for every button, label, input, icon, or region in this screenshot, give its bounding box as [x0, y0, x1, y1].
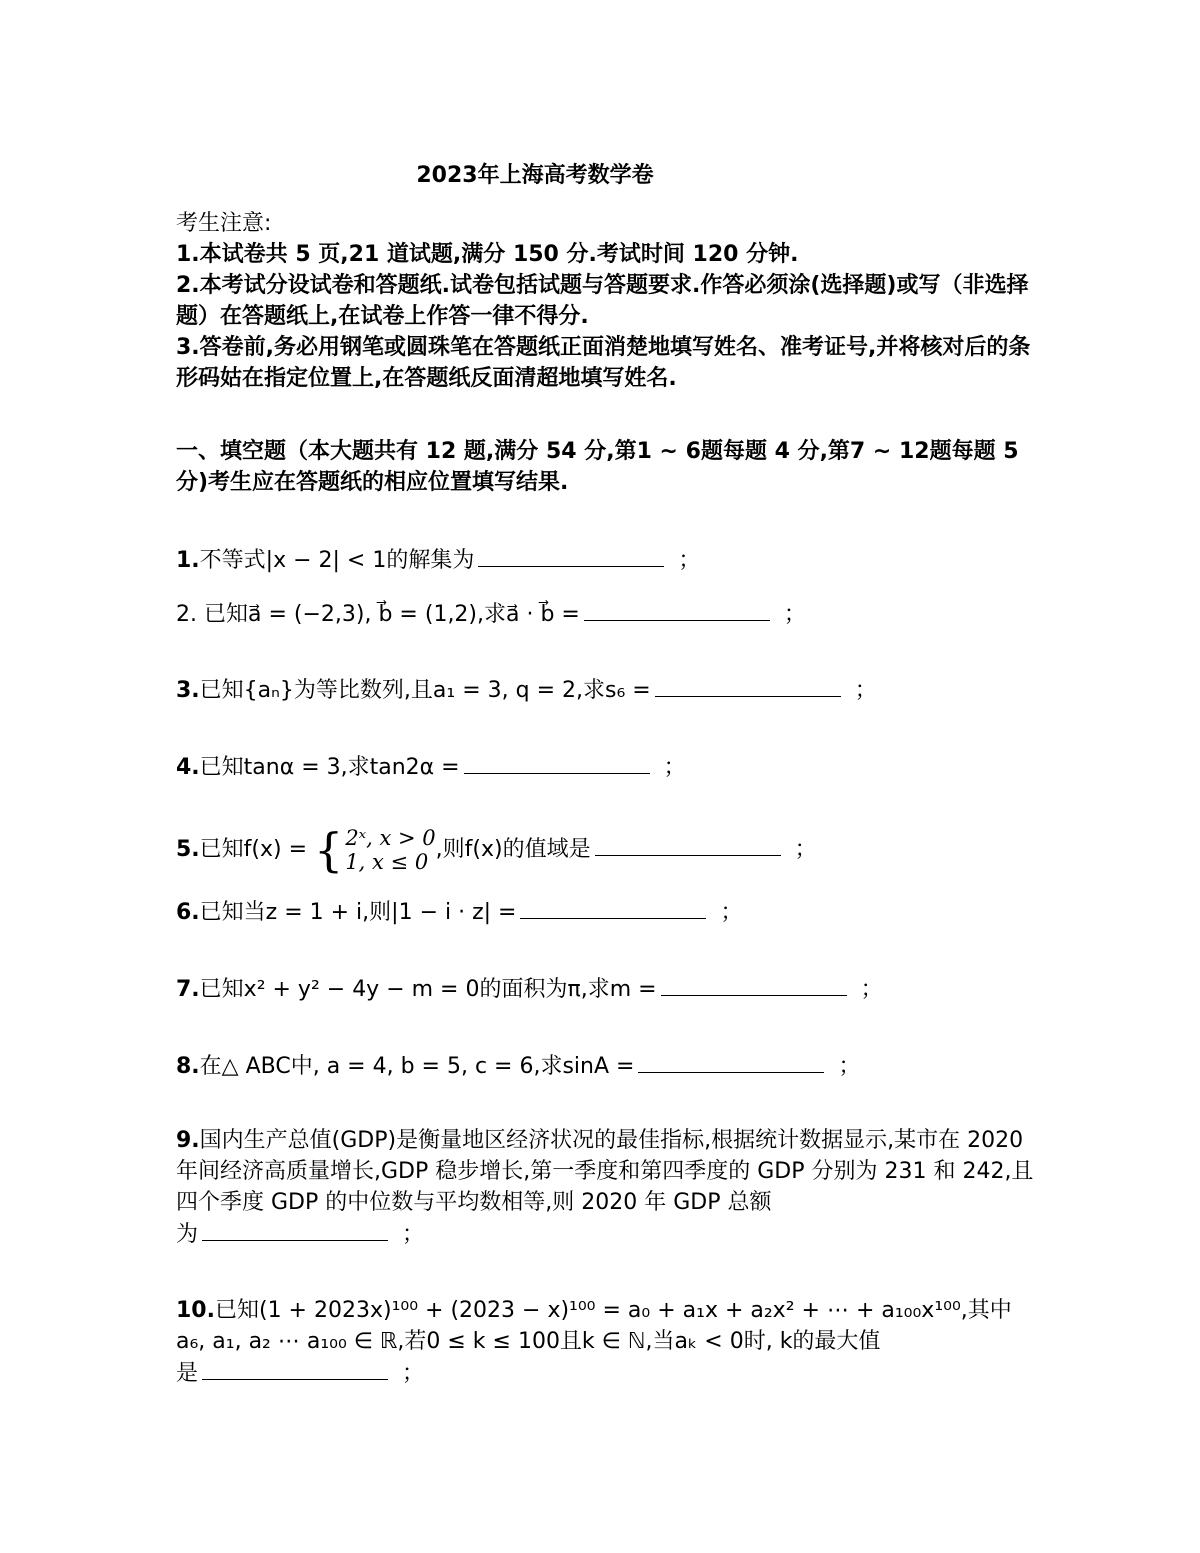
- question-end: ；: [402, 1222, 425, 1247]
- question-6: [176, 896, 743, 928]
- question-end: ；: [838, 1054, 861, 1079]
- case-1: 2ˣ, x > 0: [345, 826, 436, 850]
- question-10-line-2: [176, 1326, 880, 1357]
- question-text: 已知tanα = 3,求tan2α =: [199, 755, 460, 780]
- question-text: 已知a⃗ = (−2,3), b⃗ = (1,2),求a⃗ · b⃗ =: [204, 602, 580, 627]
- question-number: 4.: [176, 755, 200, 780]
- question-text: 已知f(x) =: [199, 837, 308, 862]
- question-number: 10.: [176, 1298, 215, 1323]
- question-number: 6.: [176, 900, 200, 925]
- question-end: ；: [720, 900, 743, 925]
- question-text: 已知x² + y² − 4y − m = 0的面积为π,求m =: [199, 977, 657, 1002]
- question-number: 3.: [176, 678, 200, 703]
- answer-blank[interactable]: [464, 751, 650, 774]
- answer-blank[interactable]: [202, 1218, 388, 1241]
- question-8: [176, 1050, 860, 1082]
- question-number: 7.: [176, 977, 200, 1002]
- answer-blank[interactable]: [202, 1357, 388, 1380]
- question-text-post: ,则f(x)的值域是: [435, 837, 591, 862]
- question-7: [176, 973, 883, 1005]
- question-end: ；: [678, 548, 701, 573]
- question-text-line-1: 已知(1 + 2023x)¹⁰⁰ + (2023 − x)¹⁰⁰ = a₀ + a₁x + a₂x² + ⋯ + a₁₀₀x¹⁰⁰,其中: [214, 1298, 1012, 1323]
- answer-blank[interactable]: [655, 674, 841, 697]
- notice-item-3: 3.答卷前,务必用钢笔或圆珠笔在答题纸正面消楚地填写姓名、准考证号,并将核对后的条形码姑在指定位置上,在答题纸反面清超地填写姓名.: [176, 335, 1031, 391]
- question-tail: 是: [176, 1361, 199, 1386]
- question-tail: 为: [176, 1222, 199, 1247]
- question-9-answer-line: [176, 1218, 424, 1250]
- question-number: 9.: [176, 1128, 200, 1153]
- question-end: ；: [783, 602, 806, 627]
- answer-blank[interactable]: [478, 544, 664, 567]
- question-end: ；: [402, 1361, 425, 1386]
- question-text: 已知{aₙ}为等比数列,且a₁ = 3, q = 2,求s₆ =: [199, 678, 651, 703]
- question-text: 国内生产总值(GDP)是衡量地区经济状况的最佳指标,根据统计数据显示,某市在 2020 年间经济高质量增长,GDP 稳步增长,第一季度和第四季度的 GDP 分别为 231 和 242,且四个季度 GDP 的中位数与平均数相等,则 2020 年 GDP 总额: [176, 1128, 1034, 1215]
- question-4: [176, 751, 686, 783]
- question-number: 2.: [176, 602, 197, 627]
- question-end: ；: [860, 977, 883, 1002]
- question-text: 在△ ABC中, a = 4, b = 5, c = 6,求sinA =: [199, 1054, 635, 1079]
- question-text: 已知当z = 1 + i,则|1 − i · z| =: [199, 900, 517, 925]
- question-number: 1.: [176, 548, 200, 573]
- question-5: [176, 823, 817, 877]
- question-10-answer-line: [176, 1357, 424, 1389]
- answer-blank[interactable]: [520, 896, 706, 919]
- question-1: [176, 544, 700, 576]
- brace-symbol: {: [314, 823, 344, 877]
- question-2: [176, 598, 806, 630]
- answer-blank[interactable]: [661, 973, 847, 996]
- notice-item-2: 2.本考试分设试卷和答题纸.试卷包括试题与答题要求.作答必须涂(选择题)或写（非选择题）在答题纸上,在试卷上作答一律不得分.: [176, 273, 1029, 329]
- piecewise-function: [314, 823, 436, 877]
- question-number: 5.: [176, 837, 200, 862]
- question-10: [176, 1295, 1012, 1326]
- question-end: ；: [854, 678, 877, 703]
- question-end: ；: [663, 755, 686, 780]
- notice-item-1: 1.本试卷共 5 页,21 道试题,满分 150 分.考试时间 120 分钟.: [176, 242, 799, 267]
- notice-heading: 考生注意:: [176, 211, 272, 236]
- answer-blank[interactable]: [584, 598, 770, 621]
- answer-blank[interactable]: [595, 833, 781, 856]
- case-2: 1, x ≤ 0: [345, 850, 429, 874]
- section-heading: 一、填空题（本大题共有 12 题,满分 54 分,第1 ∼ 6题每题 4 分,第7 ∼ 12题每题 5 分)考生应在答题纸的相应位置填写结果.: [176, 439, 1019, 495]
- question-9: [176, 1125, 1036, 1218]
- question-number: 8.: [176, 1054, 200, 1079]
- page-title: 2023年上海高考数学卷: [416, 163, 654, 188]
- question-text: 不等式|x − 2| < 1的解集为: [199, 548, 475, 573]
- question-end: ；: [794, 837, 817, 862]
- question-text-line-2: a₆, a₁, a₂ ⋯ a₁₀₀ ∈ ℝ,若0 ≤ k ≤ 100且k ∈ ℕ,当aₖ < 0时, k的最大值: [176, 1329, 881, 1354]
- question-3: [176, 674, 877, 706]
- answer-blank[interactable]: [638, 1050, 824, 1073]
